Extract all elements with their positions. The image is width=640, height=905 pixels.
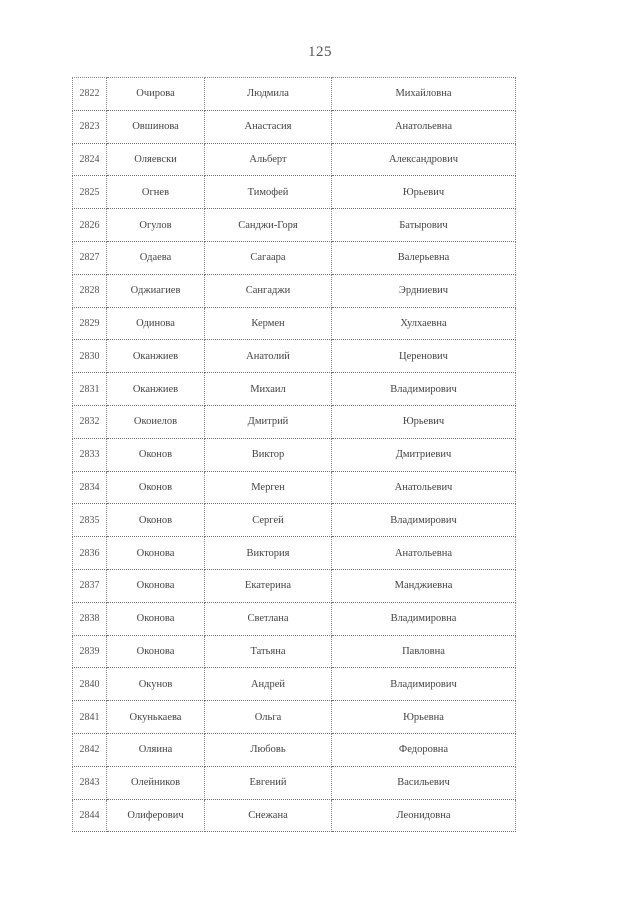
last-name: Оконов	[107, 504, 205, 537]
last-name: Олиферович	[107, 799, 205, 832]
row-number: 2832	[73, 405, 107, 438]
patronymic: Федоровна	[332, 733, 516, 766]
row-number: 2827	[73, 241, 107, 274]
last-name: Одинова	[107, 307, 205, 340]
registry-table	[72, 77, 516, 832]
row-number: 2839	[73, 635, 107, 668]
row-number: 2829	[73, 307, 107, 340]
last-name: Оконова	[107, 635, 205, 668]
row-number: 2843	[73, 766, 107, 799]
row-number: 2844	[73, 799, 107, 832]
first-name: Андрей	[205, 668, 332, 701]
last-name: Овшинова	[107, 110, 205, 143]
patronymic: Владимирович	[332, 504, 516, 537]
last-name: Оконова	[107, 602, 205, 635]
row-number: 2822	[73, 78, 107, 111]
table-row	[73, 307, 516, 340]
first-name: Людмила	[205, 78, 332, 111]
last-name: Одаева	[107, 241, 205, 274]
first-name: Сангаджи	[205, 274, 332, 307]
first-name: Снежана	[205, 799, 332, 832]
last-name: Окоиелов	[107, 405, 205, 438]
last-name: Огнев	[107, 176, 205, 209]
patronymic: Анатольевна	[332, 537, 516, 570]
table-row	[73, 635, 516, 668]
row-number: 2826	[73, 209, 107, 242]
table-row	[73, 110, 516, 143]
last-name: Оканжиев	[107, 340, 205, 373]
last-name: Оконов	[107, 438, 205, 471]
last-name: Оджиагиев	[107, 274, 205, 307]
table-row	[73, 668, 516, 701]
first-name: Виктория	[205, 537, 332, 570]
patronymic: Васильевич	[332, 766, 516, 799]
table-row	[73, 471, 516, 504]
table-row	[73, 537, 516, 570]
table-row	[73, 504, 516, 537]
first-name: Сагаара	[205, 241, 332, 274]
row-number: 2835	[73, 504, 107, 537]
first-name: Татьяна	[205, 635, 332, 668]
patronymic: Анатольевич	[332, 471, 516, 504]
first-name: Любовь	[205, 733, 332, 766]
row-number: 2840	[73, 668, 107, 701]
first-name: Кермен	[205, 307, 332, 340]
table-row	[73, 241, 516, 274]
table-row	[73, 176, 516, 209]
row-number: 2836	[73, 537, 107, 570]
patronymic: Манджиевна	[332, 569, 516, 602]
last-name: Оконова	[107, 537, 205, 570]
last-name: Оконова	[107, 569, 205, 602]
table-row	[73, 274, 516, 307]
table-row	[73, 143, 516, 176]
patronymic: Юрьевич	[332, 176, 516, 209]
first-name: Михаил	[205, 373, 332, 406]
first-name: Евгений	[205, 766, 332, 799]
row-number: 2841	[73, 701, 107, 734]
last-name: Оляина	[107, 733, 205, 766]
first-name: Виктор	[205, 438, 332, 471]
patronymic: Анатольевна	[332, 110, 516, 143]
last-name: Окунов	[107, 668, 205, 701]
first-name: Анастасия	[205, 110, 332, 143]
row-number: 2833	[73, 438, 107, 471]
first-name: Ольга	[205, 701, 332, 734]
row-number: 2842	[73, 733, 107, 766]
first-name: Сергей	[205, 504, 332, 537]
patronymic: Юрьевич	[332, 405, 516, 438]
patronymic: Михайловна	[332, 78, 516, 111]
patronymic: Хулхаевна	[332, 307, 516, 340]
table-row	[73, 405, 516, 438]
row-number: 2830	[73, 340, 107, 373]
first-name: Мерген	[205, 471, 332, 504]
table-row	[73, 701, 516, 734]
table-row	[73, 209, 516, 242]
patronymic: Валерьевна	[332, 241, 516, 274]
last-name: Очирова	[107, 78, 205, 111]
patronymic: Леонидовна	[332, 799, 516, 832]
row-number: 2831	[73, 373, 107, 406]
table-row	[73, 766, 516, 799]
first-name: Анатолий	[205, 340, 332, 373]
first-name: Екатерина	[205, 569, 332, 602]
patronymic: Батырович	[332, 209, 516, 242]
table-row	[73, 340, 516, 373]
last-name: Оконов	[107, 471, 205, 504]
table-row	[73, 733, 516, 766]
patronymic: Владимировна	[332, 602, 516, 635]
patronymic: Юрьевна	[332, 701, 516, 734]
row-number: 2825	[73, 176, 107, 209]
page-number: 125	[308, 44, 332, 60]
last-name: Окунькаева	[107, 701, 205, 734]
patronymic: Владимирович	[332, 668, 516, 701]
first-name: Альберт	[205, 143, 332, 176]
first-name: Светлана	[205, 602, 332, 635]
first-name: Санджи-Горя	[205, 209, 332, 242]
row-number: 2823	[73, 110, 107, 143]
table-row	[73, 602, 516, 635]
registry-rows	[73, 78, 516, 832]
patronymic: Церенович	[332, 340, 516, 373]
table-row	[73, 438, 516, 471]
first-name: Тимофей	[205, 176, 332, 209]
patronymic: Дмитриевич	[332, 438, 516, 471]
last-name: Оканжиев	[107, 373, 205, 406]
row-number: 2834	[73, 471, 107, 504]
last-name: Оляевски	[107, 143, 205, 176]
first-name: Дмитрий	[205, 405, 332, 438]
row-number: 2824	[73, 143, 107, 176]
table-row	[73, 799, 516, 832]
row-number: 2828	[73, 274, 107, 307]
table-row	[73, 373, 516, 406]
last-name: Олейников	[107, 766, 205, 799]
row-number: 2837	[73, 569, 107, 602]
table-row	[73, 569, 516, 602]
patronymic: Александрович	[332, 143, 516, 176]
patronymic: Эрдниевич	[332, 274, 516, 307]
last-name: Огулов	[107, 209, 205, 242]
patronymic: Павловна	[332, 635, 516, 668]
row-number: 2838	[73, 602, 107, 635]
patronymic: Владимирович	[332, 373, 516, 406]
table-row	[73, 78, 516, 111]
